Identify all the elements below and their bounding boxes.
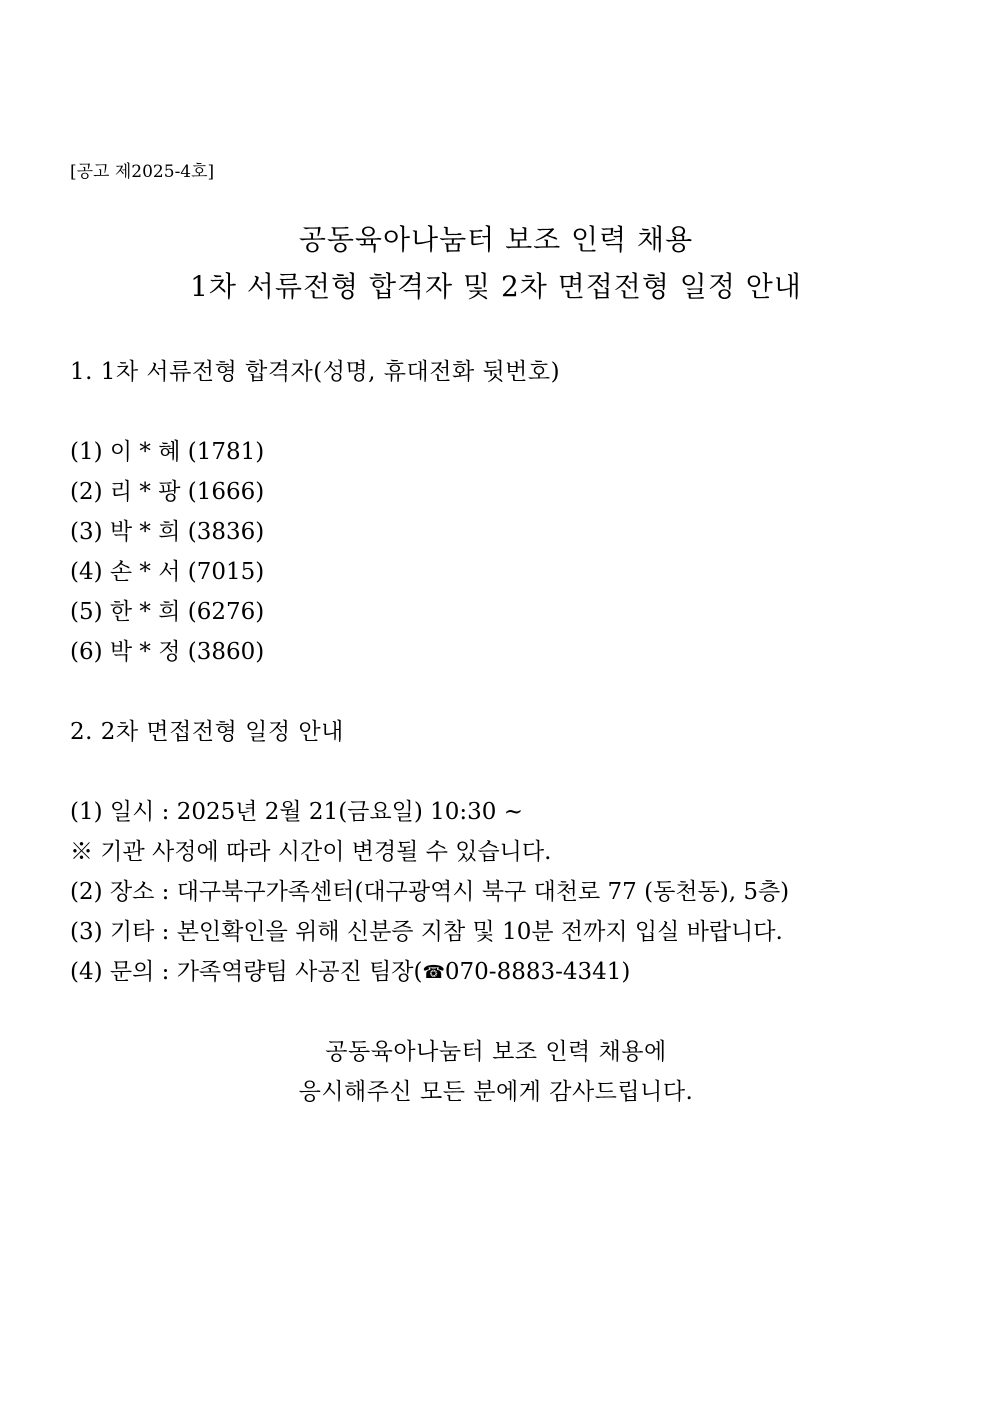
applicant-item: (6) 박 * 정 (3860)	[70, 639, 265, 665]
applicant-item: (4) 손 * 서 (7015)	[70, 559, 265, 585]
applicant-item: (2) 리 * 팡 (1666)	[70, 479, 265, 505]
document-title-line-2: 1차 서류전형 합격자 및 2차 면접전형 일정 안내	[190, 270, 802, 303]
closing-line-1: 공동육아나눔터 보조 인력 채용에	[325, 1039, 667, 1065]
phone-icon: ☎	[422, 962, 445, 983]
interview-place: (2) 장소 : 대구북구가족센터(대구광역시 북구 대천로 77 (동천동), 5층)	[70, 879, 790, 905]
schedule-change-note: ※ 기관 사정에 따라 시간이 변경될 수 있습니다.	[70, 839, 552, 865]
interview-datetime: (1) 일시 : 2025년 2월 21(금요일) 10:30 ~	[70, 799, 523, 825]
notice-number: [공고 제2025-4호]	[70, 162, 215, 182]
document-title-line-1: 공동육아나눔터 보조 인력 채용	[298, 223, 694, 256]
applicant-item: (5) 한 * 희 (6276)	[70, 599, 265, 625]
section-1-heading: 1. 1차 서류전형 합격자(성명, 휴대전화 뒷번호)	[70, 359, 561, 385]
inquiry-prefix: (4) 문의 : 가족역량팀 사공진 팀장(	[70, 959, 423, 985]
interview-etc: (3) 기타 : 본인확인을 위해 신분증 지참 및 10분 전까지 입실 바랍니다.	[70, 919, 783, 945]
inquiry-line	[70, 956, 630, 989]
closing-line-2: 응시해주신 모든 분에게 감사드립니다.	[298, 1079, 694, 1105]
applicant-item: (1) 이 * 혜 (1781)	[70, 439, 265, 465]
section-2-heading: 2. 2차 면접전형 일정 안내	[70, 719, 344, 745]
applicant-item: (3) 박 * 희 (3836)	[70, 519, 265, 545]
inquiry-number: 070-8883-4341)	[444, 959, 631, 985]
